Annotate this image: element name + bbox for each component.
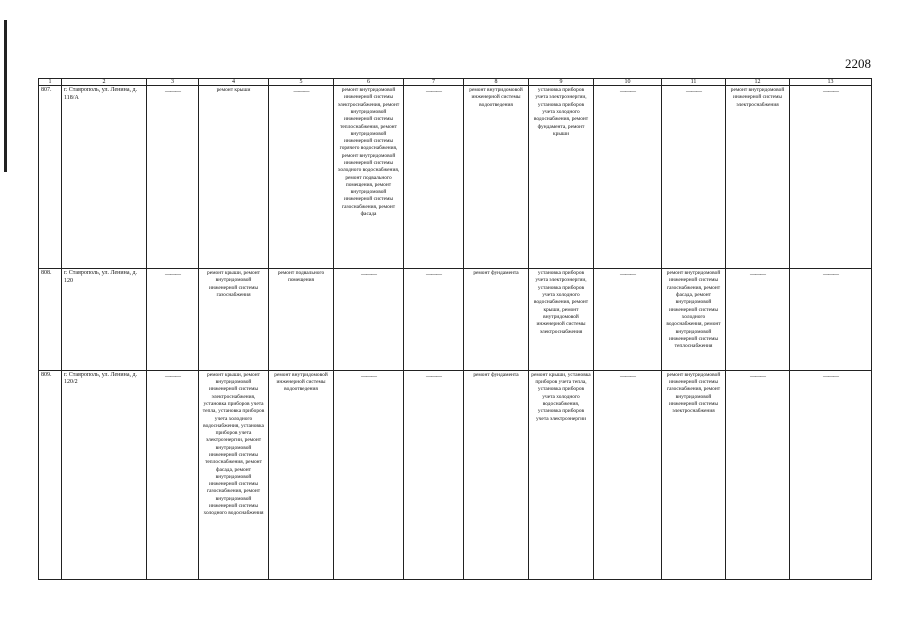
column-number: 1 — [39, 79, 62, 86]
address-cell: г. Ставрополь, ул. Ленина, д. 120/2 — [62, 370, 147, 579]
scan-edge-mark — [4, 20, 7, 172]
table-cell: установка приборов учета электроэнергии, установка приборов учета холодного водоснабжения, ремонт крыши, ремонт внутридомовой инженерной системы электроснабжения — [529, 269, 594, 371]
address-cell: г. Ставрополь, ул. Ленина, д. 118/А — [62, 86, 147, 269]
dash-placeholder: ——— — [823, 373, 838, 380]
table-cell: ремонт внутридомовой инженерной системы газоснабжения, ремонт фасада, ремонт внутридомовой инженерной системы холодного водоснабжения, ремонт внутридомовой инженерной системы теплоснабжения — [662, 269, 726, 371]
table-cell: ремонт фундамента — [464, 269, 529, 371]
table-cell — [726, 370, 790, 579]
column-number: 11 — [662, 79, 726, 86]
table-cell: ремонт крыши, установка приборов учета тепла, установка приборов учета холодного водоснабжения, установка приборов учета электроэнергии — [529, 370, 594, 579]
table-row — [39, 269, 872, 371]
table-cell — [726, 269, 790, 371]
table-cell: ремонт внутридомовой инженерной системы водоотведения — [269, 370, 334, 579]
table-row — [39, 86, 872, 269]
table-row — [39, 370, 872, 579]
table-cell: ремонт фундамента — [464, 370, 529, 579]
table-cell — [147, 269, 199, 371]
dash-placeholder: ——— — [165, 373, 180, 380]
table-cell — [334, 370, 404, 579]
dash-placeholder: ——— — [823, 272, 838, 279]
table-cell: ремонт внутридомовой инженерной системы электроснабжения — [726, 86, 790, 269]
column-number: 4 — [199, 79, 269, 86]
table-cell — [147, 86, 199, 269]
table-cell — [334, 269, 404, 371]
table-cell — [662, 86, 726, 269]
address-cell: г. Ставрополь, ул. Ленина, д. 120 — [62, 269, 147, 371]
table-cell — [790, 370, 872, 579]
table-cell: ремонт подвального помещения — [269, 269, 334, 371]
table-cell: ремонт крыши — [199, 86, 269, 269]
dash-placeholder: ——— — [620, 272, 635, 279]
dash-placeholder: ——— — [426, 272, 441, 279]
dash-placeholder: ——— — [426, 373, 441, 380]
table-cell — [790, 86, 872, 269]
column-number: 5 — [269, 79, 334, 86]
row-number: 808. — [39, 269, 62, 371]
row-number: 809. — [39, 370, 62, 579]
dash-placeholder: ——— — [750, 272, 765, 279]
table-cell — [147, 370, 199, 579]
dash-placeholder: ——— — [750, 373, 765, 380]
column-number-row — [39, 79, 872, 86]
column-number: 6 — [334, 79, 404, 86]
table-cell: ремонт крыши, ремонт внутридомовой инженерной системы газоснабжения — [199, 269, 269, 371]
dash-placeholder: ——— — [426, 89, 441, 96]
table-cell: установка приборов учета электроэнергии, установка приборов учета холодного водоснабжения, ремонт фундамента, ремонт крыши — [529, 86, 594, 269]
table-cell — [404, 86, 464, 269]
column-number: 12 — [726, 79, 790, 86]
column-number: 2 — [62, 79, 147, 86]
column-number: 10 — [594, 79, 662, 86]
column-number: 8 — [464, 79, 529, 86]
column-number: 9 — [529, 79, 594, 86]
table-cell — [269, 86, 334, 269]
dash-placeholder: ——— — [620, 89, 635, 96]
dash-placeholder: ——— — [620, 373, 635, 380]
dash-placeholder: ——— — [361, 373, 376, 380]
dash-placeholder: ——— — [823, 89, 838, 96]
table-cell: ремонт внутридомовой инженерной системы газоснабжения, ремонт внутридомовой инженерной системы электроснабжения — [662, 370, 726, 579]
table-cell: ремонт внутридомовой инженерной системы электроснабжения, ремонт внутридомовой инженерной системы теплоснабжения, ремонт внутридомовой инженерной системы горячего водоснабжения, ремонт внутридомовой инженерной системы холодного водоснабжения, ремонт подвального помещения, ремонт внутридомовой инженерной системы газоснабжения, ремонт фасада — [334, 86, 404, 269]
table-cell — [790, 269, 872, 371]
table-cell — [404, 269, 464, 371]
table-cell: ремонт внутридомовой инженерной системы водоотведения — [464, 86, 529, 269]
row-number: 807. — [39, 86, 62, 269]
table-cell — [594, 370, 662, 579]
table-cell — [594, 86, 662, 269]
column-number: 3 — [147, 79, 199, 86]
table-cell — [404, 370, 464, 579]
dash-placeholder: ——— — [165, 89, 180, 96]
repair-schedule-table — [38, 78, 872, 580]
page-number: 2208 — [845, 56, 871, 71]
table-cell: ремонт крыши, ремонт внутридомовой инженерной системы электроснабжения, установка приборов учета тепла, установка приборов учета холодного водоснабжения, установка приборов учета электроэнергии, ремонт внутридомовой инженерной системы теплоснабжения, ремонт фасада, ремонт внутридомовой инженерной системы газоснабжения, ремонт внутридомовой инженерной системы холодного водоснабжения — [199, 370, 269, 579]
dash-placeholder: ——— — [686, 89, 701, 96]
dash-placeholder: ——— — [165, 272, 180, 279]
column-number: 7 — [404, 79, 464, 86]
column-number: 13 — [790, 79, 872, 86]
dash-placeholder: ——— — [361, 272, 376, 279]
table-cell — [594, 269, 662, 371]
dash-placeholder: ——— — [293, 89, 309, 96]
